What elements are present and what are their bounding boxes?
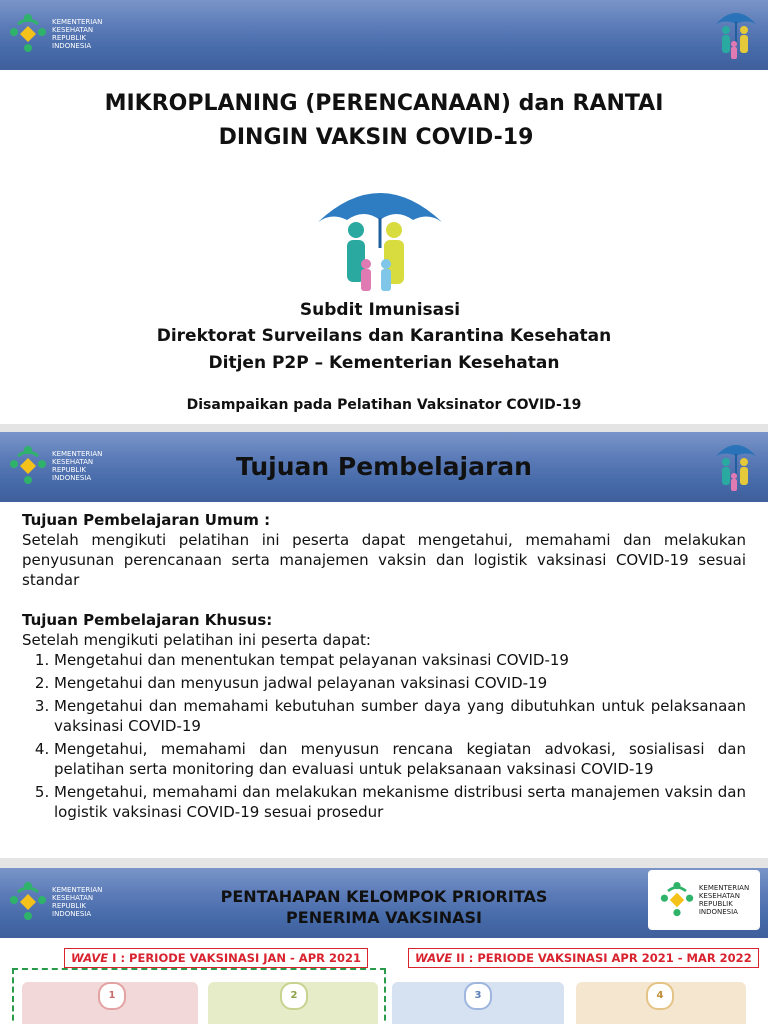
specific-objective-intro: Setelah mengikuti pelatihan ini peserta dapat: bbox=[22, 631, 371, 649]
ministry-logo-box bbox=[648, 870, 760, 930]
ministry-logo bbox=[8, 12, 102, 56]
family-umbrella-icon bbox=[712, 6, 760, 64]
specific-objective-list bbox=[22, 650, 746, 822]
slide-separator bbox=[0, 424, 768, 432]
stage-number-1: 1 bbox=[98, 982, 126, 1010]
slide-1-title-line-2: DINGIN VAKSIN COVID-19 bbox=[218, 125, 534, 150]
slide-2 bbox=[0, 432, 768, 858]
slide-1-subtitle-2: Direktorat Surveilans dan Karantina Kesehatan bbox=[156, 326, 612, 346]
list-item: 5. Mengetahui, memahami dan melakukan mekanisme distribusi serta manajemen vaksin dan logistik vaksinasi COVID-19 sesuai prosedur bbox=[54, 782, 746, 822]
ministry-logo-text: KEMENTERIAN KESEHATAN REPUBLIK INDONESIA bbox=[52, 18, 103, 50]
specific-objective-heading: Tujuan Pembelajaran Khusus: bbox=[22, 611, 273, 629]
family-umbrella-illustration-icon bbox=[310, 178, 450, 296]
family-umbrella-icon bbox=[712, 438, 760, 496]
stage-number-4: 4 bbox=[646, 982, 674, 1010]
slide-3-body bbox=[0, 938, 768, 1024]
general-objective-heading: Tujuan Pembelajaran Umum : bbox=[22, 511, 271, 529]
list-item: 2. Mengetahui dan menyusun jadwal pelayanan vaksinasi COVID-19 bbox=[54, 673, 746, 693]
slide-3-title: PENTAHAPAN KELOMPOK PRIORITAS PENERIMA VAKSINASI bbox=[220, 887, 548, 927]
stage-number-3: 3 bbox=[464, 982, 492, 1010]
slide-separator bbox=[0, 858, 768, 868]
slide-1-title-line-1: MIKROPLANING (PERENCANAAN) dan RANTAI bbox=[104, 91, 664, 116]
ministry-logo-text: KEMENTERIAN KESEHATAN REPUBLIK INDONESIA bbox=[52, 886, 103, 918]
list-item: 4. Mengetahui, memahami dan menyusun rencana kegiatan advokasi, sosialisasi dan pelatihan serta monitoring dan evaluasi untuk pelaksanaan vaksinasi COVID-19 bbox=[54, 739, 746, 779]
stage-number-2: 2 bbox=[280, 982, 308, 1010]
list-item: 1. Mengetahui dan menentukan tempat pelayanan vaksinasi COVID-19 bbox=[54, 650, 746, 670]
ministry-logo-text: KEMENTERIAN KESEHATAN REPUBLIK INDONESIA bbox=[698, 884, 750, 916]
slide-1 bbox=[0, 0, 768, 424]
kemenkes-logo-icon bbox=[659, 880, 695, 920]
slide-1-delivered-note: Disampaikan pada Pelatihan Vaksinator COVID-19 bbox=[186, 397, 582, 413]
slide-1-subtitle-1: Subdit Imunisasi bbox=[299, 300, 461, 320]
list-item: 3. Mengetahui dan memahami kebutuhan sumber daya yang dibutuhkan untuk pelaksanaan vaksinasi COVID-19 bbox=[54, 696, 746, 736]
ministry-logo-text: KEMENTERIAN KESEHATAN REPUBLIK INDONESIA bbox=[52, 450, 103, 482]
wave-2-label: WAVE II : PERIODE VAKSINASI APR 2021 - MAR 2022 bbox=[408, 948, 759, 968]
header-banner bbox=[0, 0, 768, 70]
learning-objectives bbox=[22, 510, 746, 825]
slide-2-title: Tujuan Pembelajaran bbox=[236, 452, 532, 481]
slide-3 bbox=[0, 868, 768, 1024]
kemenkes-logo-icon bbox=[8, 12, 48, 56]
slide-1-subtitle-3: Ditjen P2P – Kementerian Kesehatan bbox=[208, 353, 560, 373]
general-objective-text: Setelah mengikuti pelatihan ini peserta dapat mengetahui, memahami dan melakukan penyusunan perencanaan serta manajemen vaksin dan logistik vaksinasi COVID-19 sesuai standar bbox=[22, 531, 746, 589]
wave-1-label: WAVE I : PERIODE VAKSINASI JAN - APR 2021 bbox=[64, 948, 368, 968]
